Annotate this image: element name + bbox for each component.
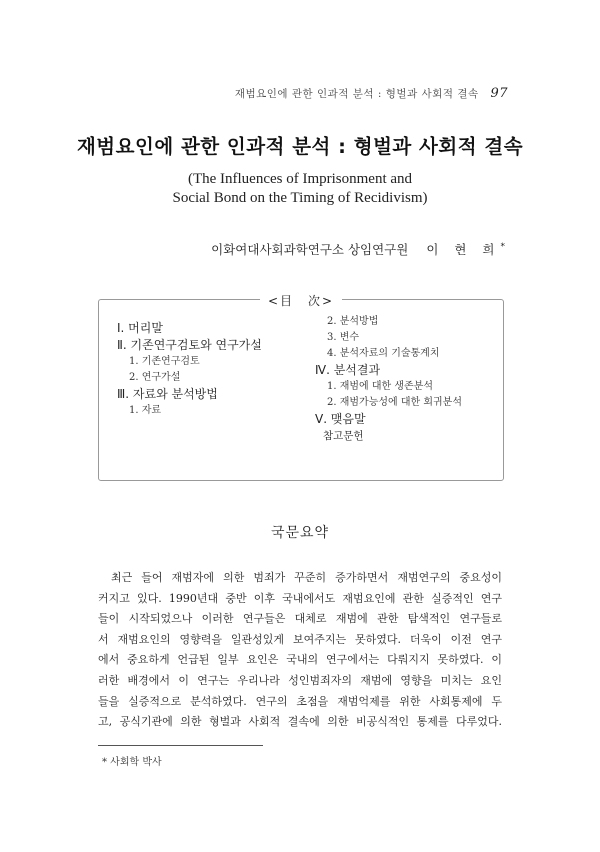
author-affiliation: 이화여대사회과학연구소 상임연구원 (211, 242, 409, 257)
footnote-divider (98, 745, 263, 746)
toc-item: Ⅳ. 분석결과 (315, 363, 381, 377)
table-of-contents (98, 294, 504, 481)
author-footnote-mark: * (500, 241, 505, 252)
running-header (0, 86, 508, 101)
subtitle-line-2: Social Bond on the Timing of Recidivism) (172, 190, 428, 206)
abstract-line: 러한 배경에서 이 연구는 우리나라 성인범죄자의 재범에 영향을 미치는 요인 (98, 673, 502, 687)
abstract-line: 최근 들어 재범자에 의한 범죄가 꾸준히 증가하면서 재범연구의 중요성이 (111, 571, 502, 584)
paper-title: 재범요인에 관한 인과적 분석 : 형벌과 사회적 결속 (76, 135, 524, 158)
toc-right-column (315, 314, 462, 445)
toc-heading-label: <目 次> (260, 294, 342, 308)
paper-subtitle (0, 170, 600, 208)
toc-item: Ⅲ. 자료와 분석방법 (117, 387, 218, 401)
toc-item: 2. 재범가능성에 대한 회귀분석 (327, 397, 462, 408)
abstract-body (98, 568, 502, 733)
toc-item: 1. 기존연구검토 (129, 356, 200, 367)
abstract-line: 고, 공식기관에 의한 형벌과 사회적 결속에 의한 비공식적인 통제를 다루었다. (98, 715, 502, 729)
toc-item: 1. 자료 (129, 405, 162, 416)
abstract-line: 서 재범요인의 영향력을 일관성있게 보여주지는 못하였다. 더욱이 이전 연구 (98, 632, 502, 646)
toc-item: 참고문헌 (323, 430, 364, 442)
toc-item: Ⅴ. 맺음말 (315, 412, 366, 426)
abstract-line: 들이 시작되었으나 이러한 연구들은 대체로 재범에 관한 탐색적인 연구들로 (98, 612, 502, 626)
footnote: * 사회학 박사 (102, 757, 162, 768)
toc-item: 3. 변수 (327, 332, 360, 343)
abstract-line: 에서 중요하게 언급된 일부 요인은 국내의 연구에서는 다뤄지지 못하였다. 이 (98, 653, 502, 667)
toc-heading (99, 290, 503, 309)
toc-item: Ⅱ. 기존연구검토와 연구가설 (117, 338, 262, 352)
abstract-heading: 국문요약 (270, 525, 330, 541)
toc-left-column (117, 320, 262, 419)
page-number: 97 (490, 86, 508, 101)
toc-item: 1. 재범에 대한 생존분석 (327, 381, 434, 392)
subtitle-line-1: (The Influences of Imprisonment and (187, 171, 413, 187)
abstract-line: 들을 실증적으로 분석하였다. 연구의 초점을 재범억제를 위한 사회통제에 두 (98, 694, 502, 708)
toc-item: 2. 분석방법 (327, 316, 379, 327)
abstract-line: 커지고 있다. 1990년대 중반 이후 국내에서도 재범요인에 관한 실증적인 연구 (98, 591, 502, 605)
toc-item: Ⅰ. 머리말 (117, 321, 163, 335)
running-title: 재범요인에 관한 인과적 분석 : 형벌과 사회적 결속 (234, 88, 479, 100)
toc-item: 4. 분석자료의 기술통계치 (327, 348, 440, 359)
author-line (0, 240, 505, 258)
toc-item: 2. 연구가설 (129, 372, 181, 383)
author-name: 이 현 희 (426, 242, 501, 257)
